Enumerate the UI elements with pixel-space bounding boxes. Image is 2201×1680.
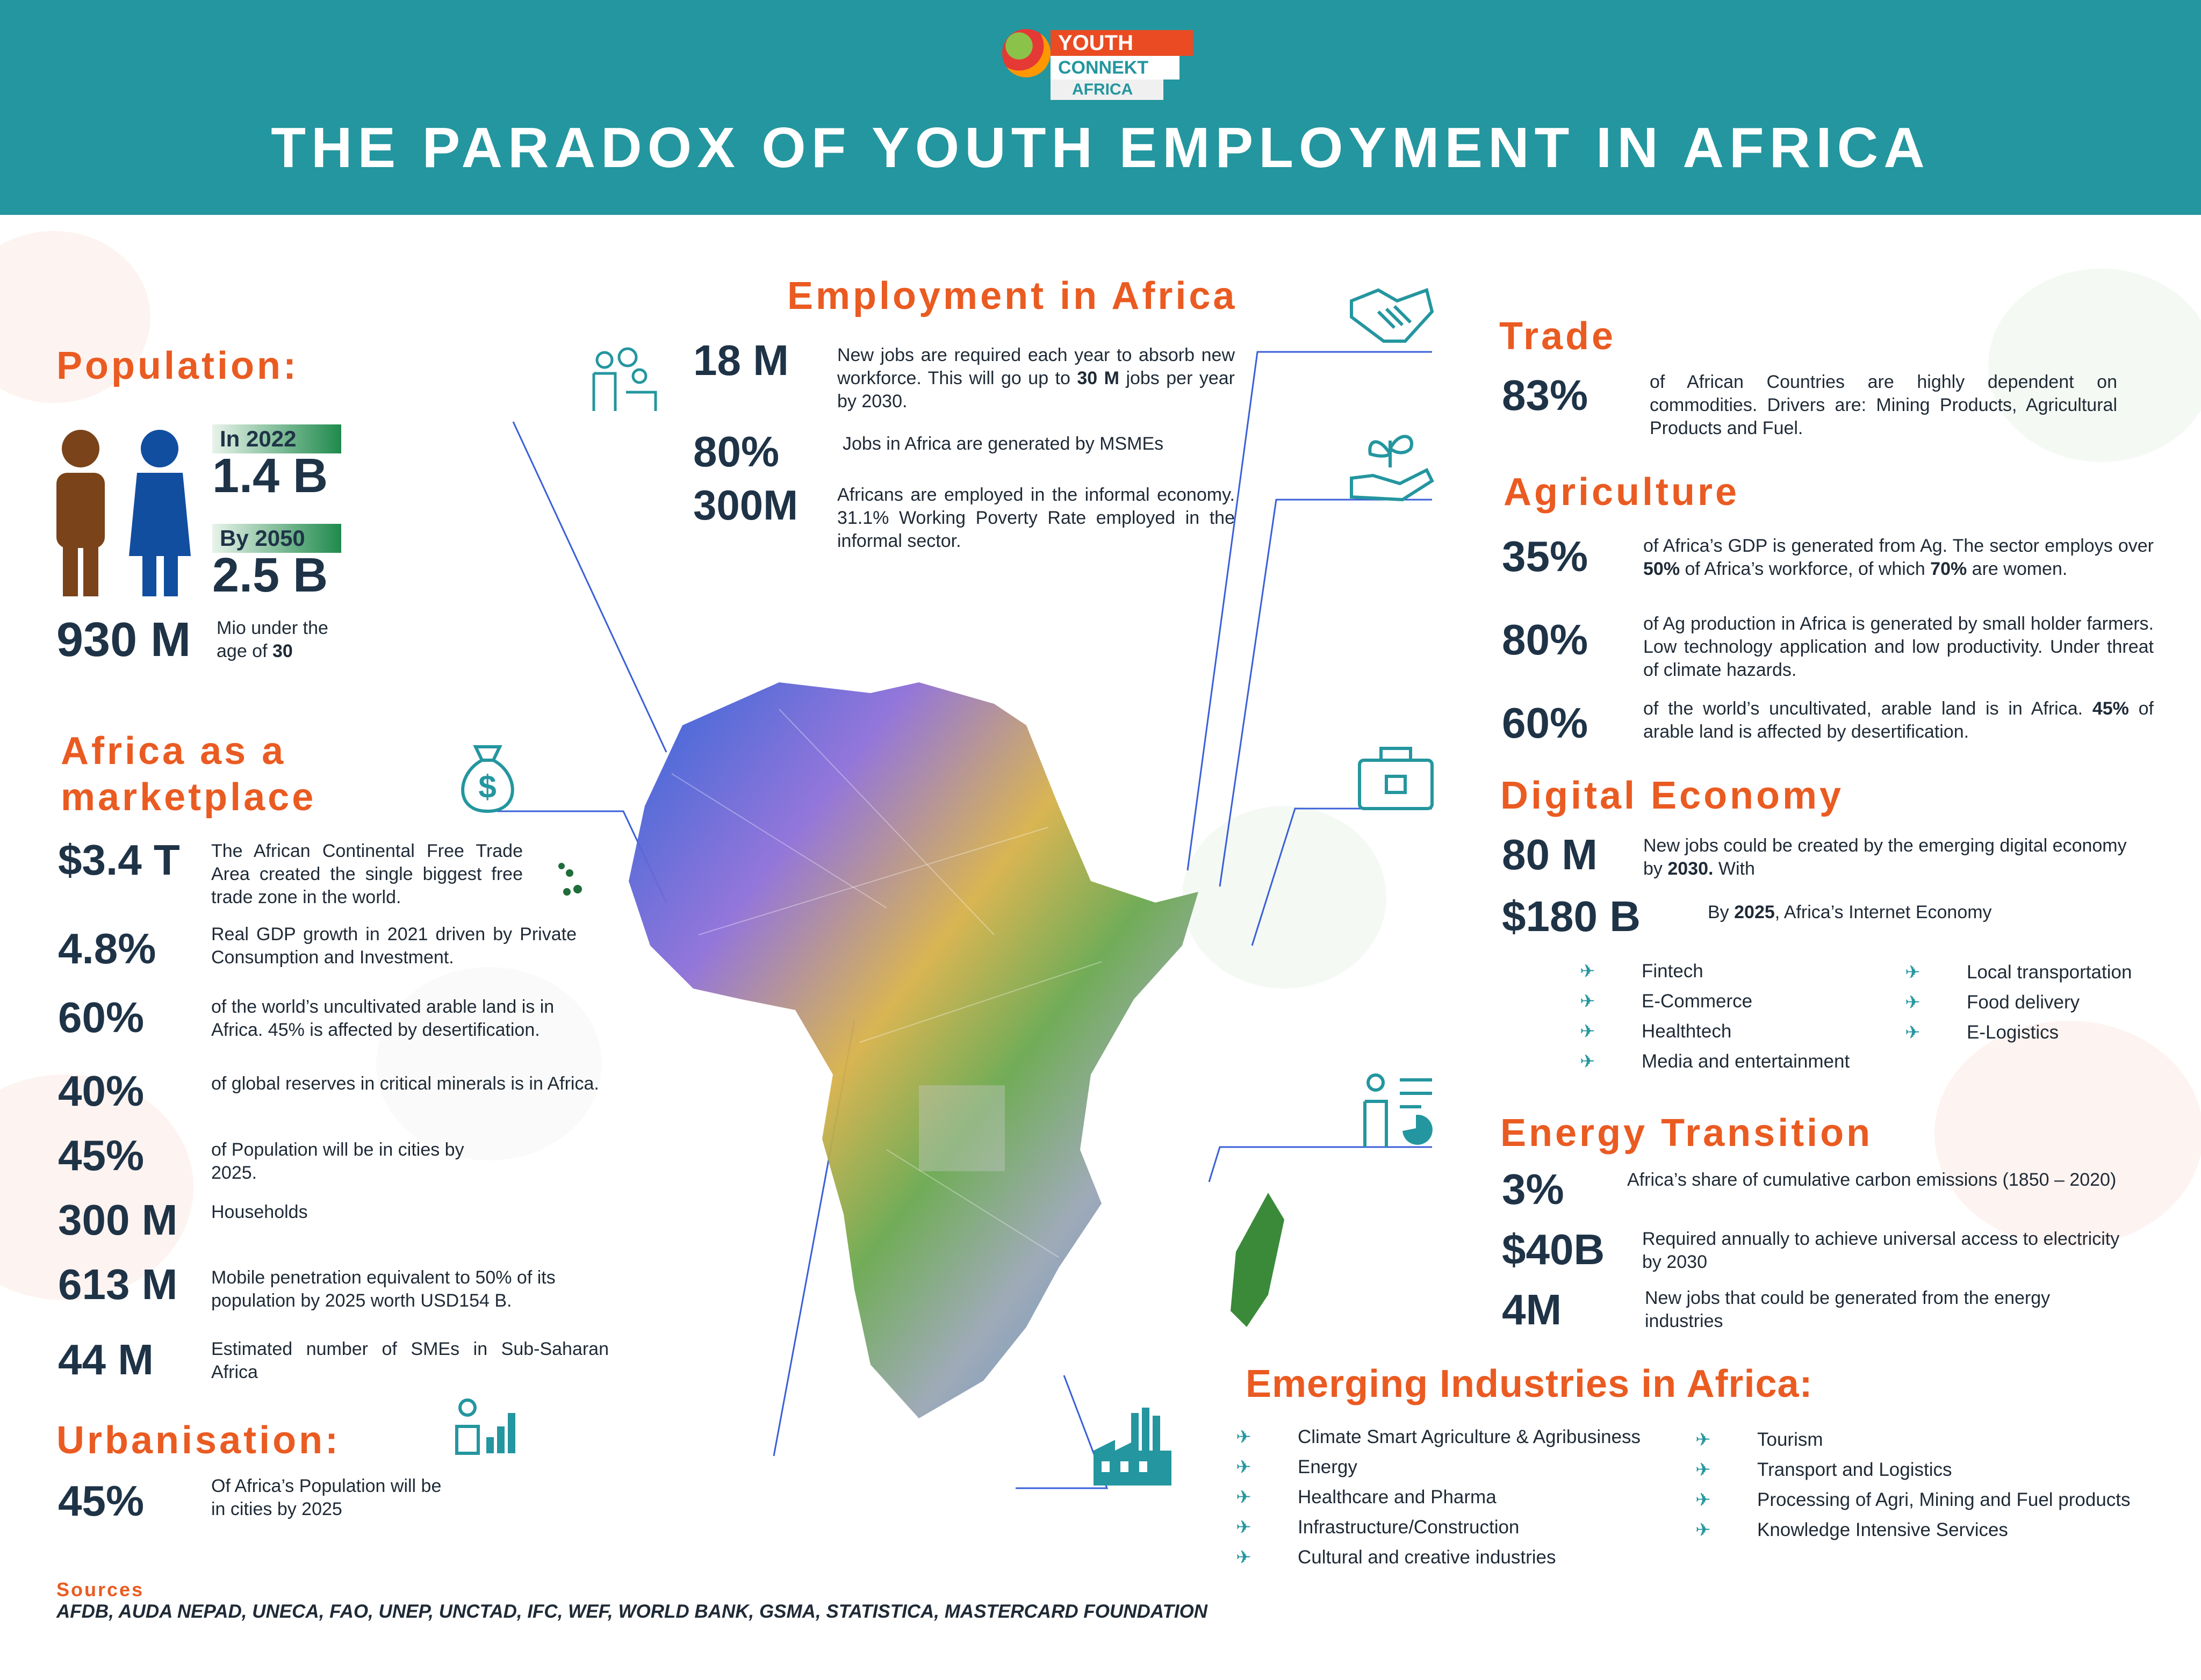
- plant-hand-icon: [1346, 424, 1435, 505]
- urbanisation-title: Urbanisation:: [56, 1419, 341, 1462]
- energy-text: Africa’s share of cumulative carbon emissions (1850 – 2020): [1627, 1170, 2117, 1190]
- employment-title: Employment in Africa: [787, 275, 1238, 318]
- plane-bullet-icon: ✈: [1236, 1547, 1251, 1568]
- digital-text-1: New jobs could be created by the emerging digital economy by 2030. With: [1643, 835, 2127, 879]
- marketplace-text: Real GDP growth in 2021 driven by Private Consumption and Investment.: [211, 924, 577, 968]
- svg-text:$: $: [478, 769, 497, 805]
- agriculture-text: of Africa’s GDP is generated from Ag. The sector employs over 50% of Africa’s workforce, of which 70% are women.: [1643, 536, 2154, 579]
- employment-text: New jobs are required each year to absorb new workforce. This will go up to 30 M jobs per year by 2030.: [837, 345, 1235, 412]
- plane-bullet-icon: ✈: [1695, 1520, 1711, 1540]
- employment-value: 80%: [693, 428, 780, 475]
- youth-population-value: 930 M: [56, 613, 191, 667]
- plane-bullet-icon: ✈: [1695, 1460, 1711, 1480]
- marketplace-value: $3.4 T: [58, 836, 180, 884]
- marketplace-value: 45%: [58, 1131, 145, 1179]
- plane-bullet-icon: ✈: [1695, 1490, 1711, 1510]
- year-2050-badge: By 2050: [212, 524, 341, 553]
- youth-population-text: Mio under the age of 30: [217, 618, 328, 661]
- emerging-industry-item: Infrastructure/Construction: [1298, 1517, 1520, 1538]
- marketplace-text: of the world’s uncultivated arable land is in Africa. 45% is affected by desertification.: [211, 997, 555, 1040]
- marketplace-value: 4.8%: [58, 925, 156, 972]
- plane-bullet-icon: ✈: [1905, 962, 1921, 983]
- agriculture-value: 80%: [1502, 616, 1588, 664]
- marketplace-text: of Population will be in cities by 2025.: [211, 1140, 464, 1183]
- urbanisation-value: 45%: [58, 1477, 145, 1525]
- digital-sector-item: Local transportation: [1967, 962, 2132, 983]
- emerging-industry-item: Knowledge Intensive Services: [1757, 1519, 2008, 1540]
- sources-title: Sources: [56, 1578, 145, 1600]
- energy-value: $40B: [1502, 1225, 1605, 1273]
- energy-text: New jobs that could be generated from the energy industries: [1645, 1288, 2051, 1331]
- marketplace-text: Mobile penetration equivalent to 50% of its population by 2025 worth USD154 B.: [211, 1267, 556, 1311]
- digital-sector-item: Media and entertainment: [1642, 1051, 1850, 1072]
- agriculture-value: 60%: [1502, 699, 1588, 747]
- plane-bullet-icon: ✈: [1695, 1430, 1711, 1450]
- plane-bullet-icon: ✈: [1580, 1051, 1595, 1072]
- money-bag-icon: [451, 736, 524, 817]
- digital-text-2: By 2025, Africa’s Internet Economy: [1708, 902, 1992, 922]
- madagascar-shape: [1231, 1193, 1284, 1327]
- marketplace-text: Households: [211, 1202, 308, 1222]
- africa-shape: [629, 682, 1198, 1418]
- africa-map-collage: [618, 666, 1290, 1504]
- plane-bullet-icon: ✈: [1580, 1021, 1595, 1042]
- energy-text: Required annually to achieve universal access to electricity by 2030: [1642, 1229, 2120, 1272]
- emerging-industry-item: Energy: [1298, 1457, 1357, 1477]
- plane-bullet-icon: ✈: [1905, 1022, 1921, 1043]
- emerging-industry-item: Climate Smart Agriculture & Agribusiness: [1298, 1426, 1641, 1447]
- marketplace-value: 613 M: [58, 1260, 178, 1308]
- worker-clock-icon: [586, 347, 658, 414]
- logo-line-1: YOUTH: [1051, 30, 1193, 56]
- man-icon: [51, 427, 110, 599]
- energy-value: 3%: [1502, 1165, 1564, 1213]
- year-2022-badge: In 2022: [212, 424, 341, 453]
- plane-bullet-icon: ✈: [1905, 992, 1921, 1013]
- walkway-photo: [919, 1085, 1005, 1171]
- woman-icon: [126, 427, 193, 599]
- energy-title: Energy Transition: [1500, 1112, 1873, 1155]
- plane-bullet-icon: ✈: [1580, 991, 1595, 1012]
- emerging-title: Emerging Industries in Africa:: [1246, 1362, 1813, 1405]
- plane-bullet-icon: ✈: [1580, 961, 1595, 982]
- agriculture-value: 35%: [1502, 532, 1588, 580]
- handshake-icon: [1346, 279, 1435, 349]
- emerging-industry-item: Transport and Logistics: [1757, 1459, 1952, 1480]
- digital-sector-item: Food delivery: [1967, 992, 2080, 1013]
- marketplace-text: The African Continental Free Trade Area created the single biggest free trade zone in the world.: [211, 841, 523, 907]
- employment-value: 300M: [693, 481, 799, 529]
- digital-value-1: 80 M: [1502, 831, 1598, 878]
- employment-value: 18 M: [693, 336, 789, 384]
- plane-bullet-icon: ✈: [1236, 1427, 1251, 1447]
- briefcase-icon: [1357, 744, 1435, 811]
- trade-title: Trade: [1499, 315, 1616, 358]
- employment-text: Jobs in Africa are generated by MSMEs: [843, 434, 1164, 454]
- person-chart-icon: [1360, 1072, 1437, 1150]
- energy-value: 4M: [1502, 1286, 1562, 1333]
- employment-text: Africans are employed in the informal economy. 31.1% Working Poverty Rate employed in the informal sector.: [837, 485, 1235, 551]
- population-2050-value: 2.5 B: [212, 549, 328, 602]
- plane-bullet-icon: ✈: [1236, 1517, 1251, 1538]
- marketplace-value: 60%: [58, 993, 145, 1041]
- page-title: THE PARADOX OF YOUTH EMPLOYMENT IN AFRICA: [271, 116, 1930, 179]
- agriculture-text: of Ag production in Africa is generated by small holder farmers. Low technology application and low productivity. Under threat of climate hazards.: [1643, 614, 2154, 680]
- trade-text: of African Countries are highly dependent on commodities. Drivers are: Mining Products, Agricultural Products and Fuel.: [1650, 372, 2117, 438]
- emerging-industry-item: Processing of Agri, Mining and Fuel products: [1757, 1489, 2131, 1510]
- population-title: Population:: [56, 344, 299, 387]
- population-2022-value: 1.4 B: [212, 449, 328, 503]
- digital-sector-item: Fintech: [1642, 961, 1703, 982]
- agriculture-text: of the world’s uncultivated, arable land is in Africa. 45% of arable land is affected by desertification.: [1643, 698, 2154, 742]
- emerging-industry-item: Healthcare and Pharma: [1298, 1487, 1497, 1508]
- urbanisation-text: Of Africa’s Population will be in cities by 2025: [211, 1476, 442, 1519]
- marketplace-value: 44 M: [58, 1336, 154, 1383]
- decorative-dots-icon: [553, 860, 586, 897]
- person-growth-icon: [451, 1397, 521, 1456]
- agriculture-title: Agriculture: [1504, 471, 1740, 514]
- emerging-industry-item: Cultural and creative industries: [1298, 1547, 1556, 1568]
- digital-title: Digital Economy: [1500, 774, 1844, 817]
- digital-value-2: $180 B: [1502, 892, 1641, 940]
- trade-value: 83%: [1502, 371, 1588, 419]
- digital-sector-item: Healthtech: [1642, 1021, 1732, 1042]
- marketplace-value: 300 M: [58, 1196, 178, 1244]
- digital-sector-item: E-Commerce: [1642, 991, 1753, 1012]
- marketplace-value: 40%: [58, 1067, 145, 1115]
- plane-bullet-icon: ✈: [1236, 1457, 1251, 1477]
- logo-line-2: CONNEKT: [1051, 56, 1179, 80]
- marketplace-text: of global reserves in critical minerals is in Africa.: [211, 1073, 599, 1094]
- digital-sector-item: E-Logistics: [1967, 1022, 2059, 1043]
- marketplace-title: Africa as a marketplace: [61, 730, 317, 819]
- plane-bullet-icon: ✈: [1236, 1487, 1251, 1508]
- factory-icon: [1088, 1402, 1177, 1488]
- marketplace-text: Estimated number of SMEs in Sub-Saharan Africa: [211, 1339, 609, 1382]
- emerging-industry-item: Tourism: [1757, 1429, 1823, 1450]
- sources-text: AFDB, AUDA NEPAD, UNECA, FAO, UNEP, UNCTAD, IFC, WEF, WORLD BANK, GSMA, STATISTICA, MASTERCARD FOUNDATION: [56, 1601, 1208, 1622]
- logo-line-3: AFRICA: [1051, 80, 1163, 100]
